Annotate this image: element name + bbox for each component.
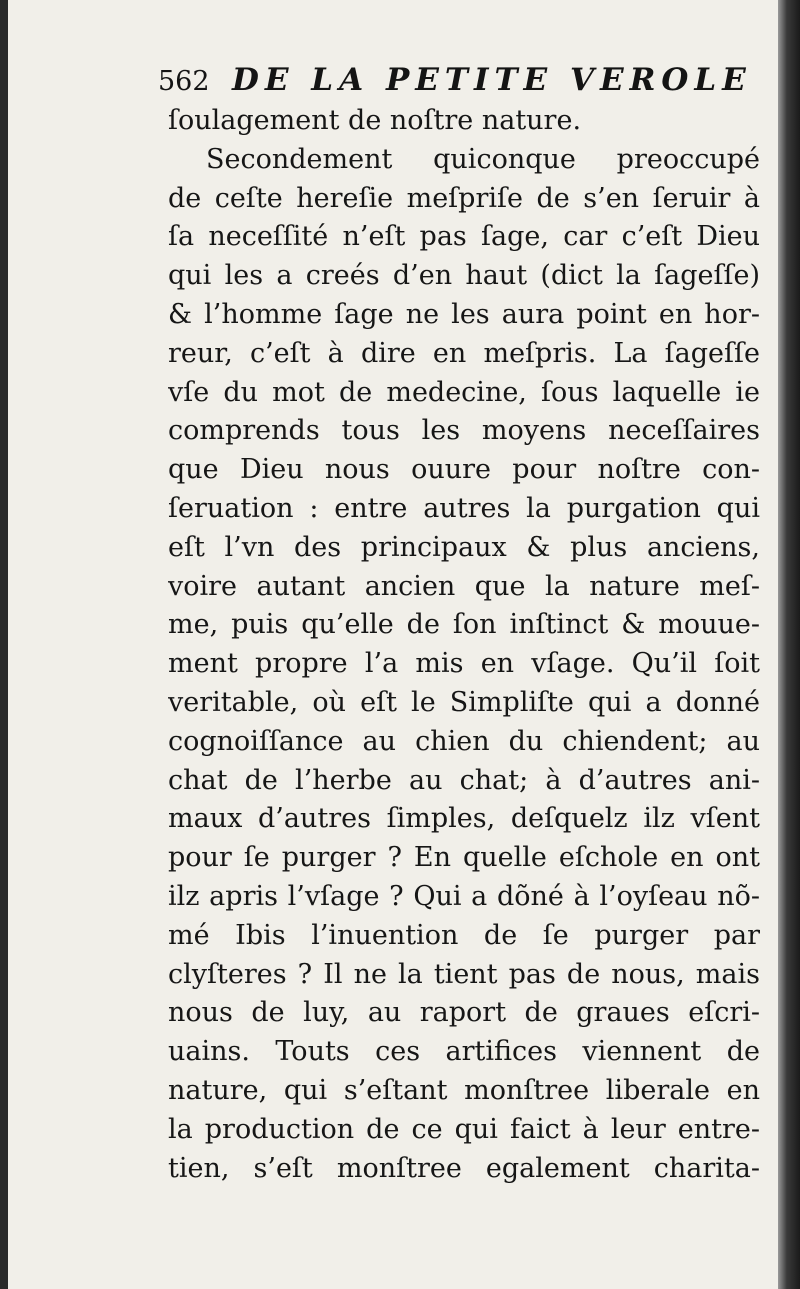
text-line: pour ſe purger ? En quelle eſchole en ont xyxy=(168,842,760,874)
text-line: ilz apris l’vſage ? Qui a dõné à l’oyſeau nõ- xyxy=(168,880,760,912)
text-line: ſeruation : entre autres la purgation qui xyxy=(168,492,760,524)
text-line: me, puis qu’elle de ſon inſtinct & mouue- xyxy=(168,609,760,641)
text-line: voire autant ancien que la nature meſ- xyxy=(168,570,760,602)
text-line: nature, qui s’eſtant monſtree liberale en xyxy=(168,1074,760,1106)
text-line: eſt l’vn des principaux & plus anciens, xyxy=(168,531,760,563)
text-line: qui les a creés d’en haut (dict la ſageſſe) xyxy=(168,260,760,292)
text-line: chat de l’herbe au chat; à d’autres ani- xyxy=(168,764,760,796)
text-line: ſoulagement de noſtre nature. xyxy=(168,105,582,136)
running-head: DE LA PETITE VEROLE xyxy=(232,62,752,98)
text-line: reur, c’eſt à dire en meſpris. La ſageſſe xyxy=(168,337,760,369)
text-line: la production de ce qui faict à leur entre- xyxy=(168,1113,760,1145)
text-line: uains. Touts ces artifices viennent de xyxy=(168,1036,760,1068)
text-line: vſe du mot de medecine, ſous laquelle ie xyxy=(168,376,760,408)
text-line: mé Ibis l’inuention de ſe purger par xyxy=(168,919,760,951)
text-line: que Dieu nous ouure pour noſtre con- xyxy=(168,454,760,486)
book-page xyxy=(8,0,778,1289)
text-line: ſa neceſſité n’eſt pas ſage, car c’eſt Dieu xyxy=(168,221,760,253)
text-line: tien, s’eſt monſtree egalement charita- xyxy=(168,1152,760,1184)
text-line: de ceſte hereſie meſpriſe de s’en ſeruir à xyxy=(168,182,760,214)
body-text xyxy=(168,102,760,1188)
text-line: nous de luy, au raport de graues eſcri- xyxy=(168,997,760,1029)
text-line: veritable, où eſt le Simpliſte qui a donné xyxy=(168,686,760,718)
text-line: maux d’autres ſimples, deſquelz ilz vſent xyxy=(168,803,760,835)
book-gutter-shadow xyxy=(778,0,800,1289)
text-line: cognoiſſance au chien du chiendent; au xyxy=(168,725,760,757)
text-line: Secondement quiconque preoccupé xyxy=(206,143,760,175)
page-number: 562 xyxy=(158,66,210,97)
text-line: clyſteres ? Il ne la tient pas de nous, mais xyxy=(168,958,760,990)
page-header xyxy=(158,62,758,104)
text-line: & l’homme ſage ne les aura point en hor- xyxy=(168,298,760,330)
text-line: ment propre l’a mis en vſage. Qu’il ſoit xyxy=(168,648,760,680)
text-line: comprends tous les moyens neceſſaires xyxy=(168,415,760,447)
